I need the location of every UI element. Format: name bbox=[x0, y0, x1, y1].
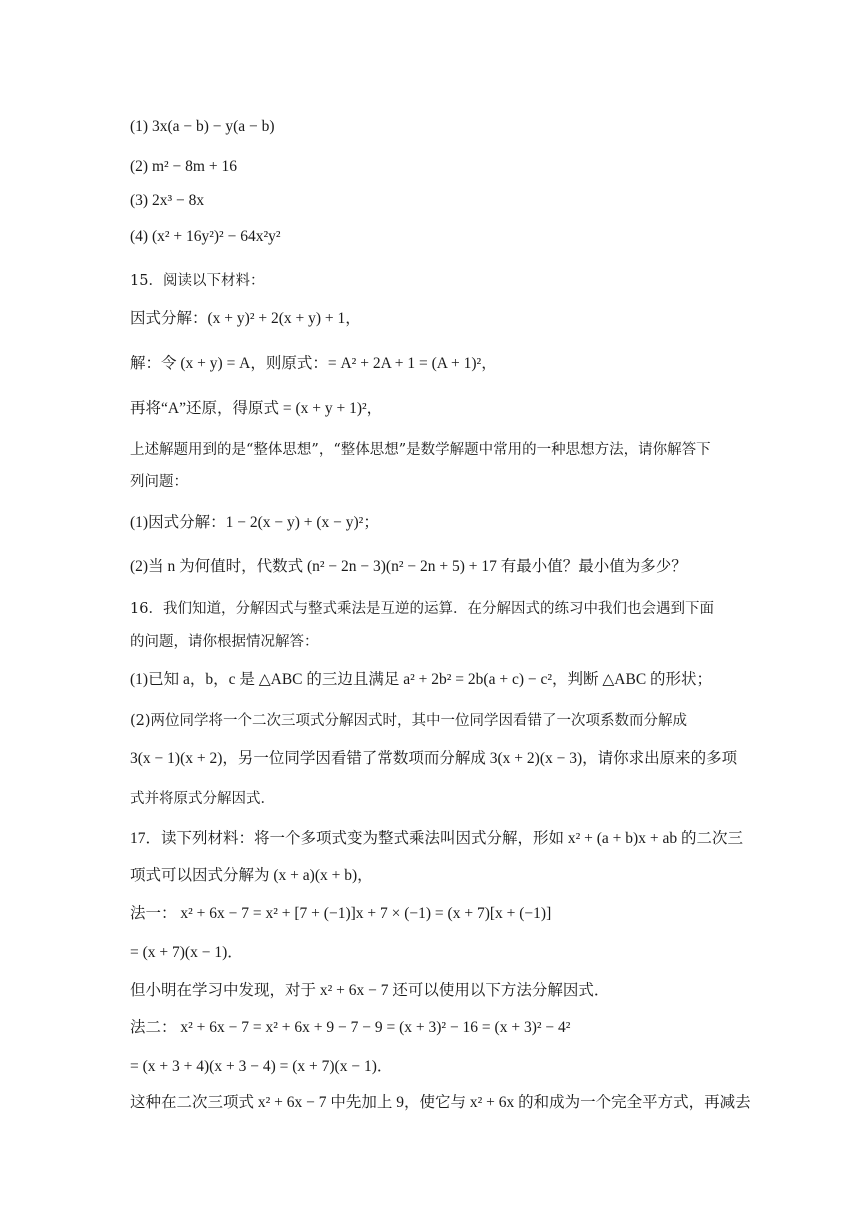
problem-14-item-1: (1) 3x(a − b) − y(a − b) bbox=[130, 118, 275, 135]
problem-17-method-2: 法二： x² + 6x − 7 = x² + 6x + 9 − 7 − 9 = (x + 3)² − 16 = (x + 3)² − 4² bbox=[130, 1019, 571, 1036]
problem-15-question-1: (1)因式分解：1 − 2(x − y) + (x − y)²； bbox=[130, 514, 379, 531]
problem-17-heading-line-2: 项式可以因式分解为 (x + a)(x + b)， bbox=[130, 867, 373, 884]
problem-14-item-2: (2) m² − 8m + 16 bbox=[130, 158, 237, 175]
problem-15-solution-line: 解：令 (x + y) = A，则原式：= A² + 2A + 1 = (A + 1)²， bbox=[130, 355, 497, 372]
problem-15-factor-text: 因式分解：(x + y)² + 2(x + y) + 1， bbox=[130, 310, 361, 327]
problem-14-item-3: (3) 2x³ − 8x bbox=[130, 192, 205, 209]
problem-15-question-2: (2)当 n 为何值时，代数式 (n² − 2n − 3)(n² − 2n + 5) + 17 有最小值？最小值为多少？ bbox=[130, 558, 687, 575]
problem-15-restore-line: 再将“A”还原，得原式 = (x + y + 1)²， bbox=[130, 400, 383, 417]
problem-15-heading: 15．阅读以下材料： bbox=[130, 273, 265, 289]
problem-16-heading-line-1: 16．我们知道，分解因式与整式乘法是互逆的运算．在分解因式的练习中我们也会遇到下面 bbox=[130, 601, 714, 617]
problem-17-method-2-result: = (x + 3 + 4)(x + 3 − 4) = (x + 7)(x − 1)． bbox=[130, 1058, 393, 1075]
problem-16-question-1: (1)已知 a，b，c 是 △ABC 的三边且满足 a² + 2b² = 2b(a + c) − c²，判断 △ABC 的形状； bbox=[130, 671, 713, 688]
problem-14-item-4: (4) (x² + 16y²)² − 64x²y² bbox=[130, 228, 281, 245]
problem-16-heading-line-2: 的问题，请你根据情况解答： bbox=[130, 634, 319, 650]
problem-17-explanation: 这种在二次三项式 x² + 6x − 7 中先加上 9，使它与 x² + 6x 的和成为一个完全平方式，再减去 bbox=[130, 1094, 751, 1111]
problem-15-explanation-line-1: 上述解题用到的是“整体思想”，“整体思想”是数学解题中常用的一种思想方法，请你解答下 bbox=[130, 442, 711, 458]
problem-16-question-2-line-1: (2)两位同学将一个二次三项式分解因式时，其中一位同学因看错了一次项系数而分解成 bbox=[130, 713, 688, 729]
problem-15-explanation-line-2: 列问题： bbox=[130, 474, 188, 490]
problem-16-question-2-line-3: 式并将原式分解因式． bbox=[130, 791, 275, 807]
problem-17-method-1-result: = (x + 7)(x − 1)． bbox=[130, 944, 243, 961]
problem-17-heading-line-1: 17．读下列材料：将一个多项式变为整式乘法叫因式分解，形如 x² + (a + b)x + ab 的二次三 bbox=[130, 830, 743, 847]
problem-16-question-2-line-2: 3(x − 1)(x + 2)，另一位同学因看错了常数项而分解成 3(x + 2)(x − 3)，请你求出原来的多项 bbox=[130, 750, 738, 767]
problem-17-method-1: 法一： x² + 6x − 7 = x² + [7 + (−1)]x + 7 × (−1) = (x + 7)[x + (−1)] bbox=[130, 905, 552, 922]
problem-17-observation: 但小明在学习中发现，对于 x² + 6x − 7 还可以使用以下方法分解因式． bbox=[130, 982, 610, 999]
